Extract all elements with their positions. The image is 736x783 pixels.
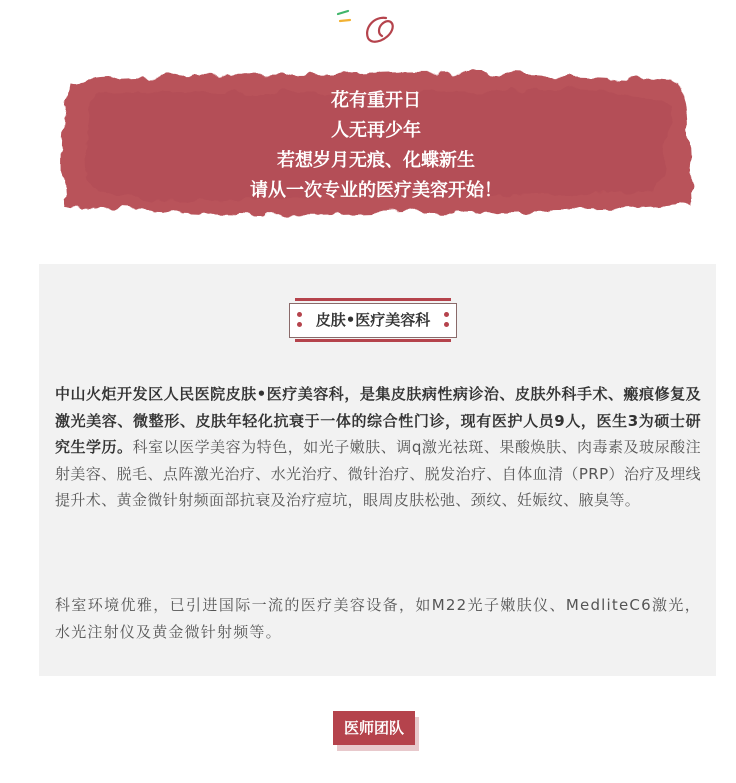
title-frame bbox=[289, 303, 457, 338]
banner-line-4: 请从一次专业的医疗美容开始！ bbox=[250, 180, 502, 201]
banner-line-3: 若想岁月无痕、化蝶新生 bbox=[277, 150, 475, 171]
banner-text bbox=[52, 86, 700, 206]
banner-line-1: 花有重开日 bbox=[331, 90, 421, 111]
section-title: 皮肤•医疗美容科 bbox=[315, 311, 431, 329]
headline-banner bbox=[52, 64, 700, 222]
department-intro-panel bbox=[39, 264, 716, 676]
intro-rest-text: 科室以医学美容为特色，如光子嫩肤、调q激光祛斑、果酸焕肤、肉毒素及玻尿酸注射美容、脱毛、点阵激光治疗、水光治疗、微针治疗、脱发治疗、自体血清（PRP）治疗及埋线提升术、黄金微针射频面部抗衰及治疗痘坑，眼周皮肤松弛、颈纹、妊娠纹、腋臭等。 bbox=[55, 438, 701, 509]
doctor-team-tag bbox=[333, 711, 419, 751]
intro-paragraph bbox=[55, 381, 701, 514]
banner-line-2: 人无再少年 bbox=[331, 120, 421, 141]
top-decoration-icon bbox=[334, 6, 404, 46]
intro-bold-text: 中山火炬开发区人民医院皮肤•医疗美容科，是集皮肤病性病诊治、皮肤外科手术、瘢痕修复及激光美容、微整形、皮肤年轻化抗衰于一体的综合性门诊，现有医护人员9人，医生3为硕士研究生学历。 bbox=[55, 385, 701, 456]
environment-paragraph: 科室环境优雅，已引进国际一流的医疗美容设备，如M22光子嫩肤仪、MedliteC6激光，水光注射仪及黄金微针射频等。 bbox=[55, 596, 701, 641]
title-bar-top bbox=[295, 298, 451, 301]
dots-right-icon bbox=[444, 312, 449, 332]
section-title-box bbox=[289, 298, 457, 342]
doctor-team-label: 医师团队 bbox=[333, 711, 415, 745]
title-bar-bottom bbox=[295, 339, 451, 342]
